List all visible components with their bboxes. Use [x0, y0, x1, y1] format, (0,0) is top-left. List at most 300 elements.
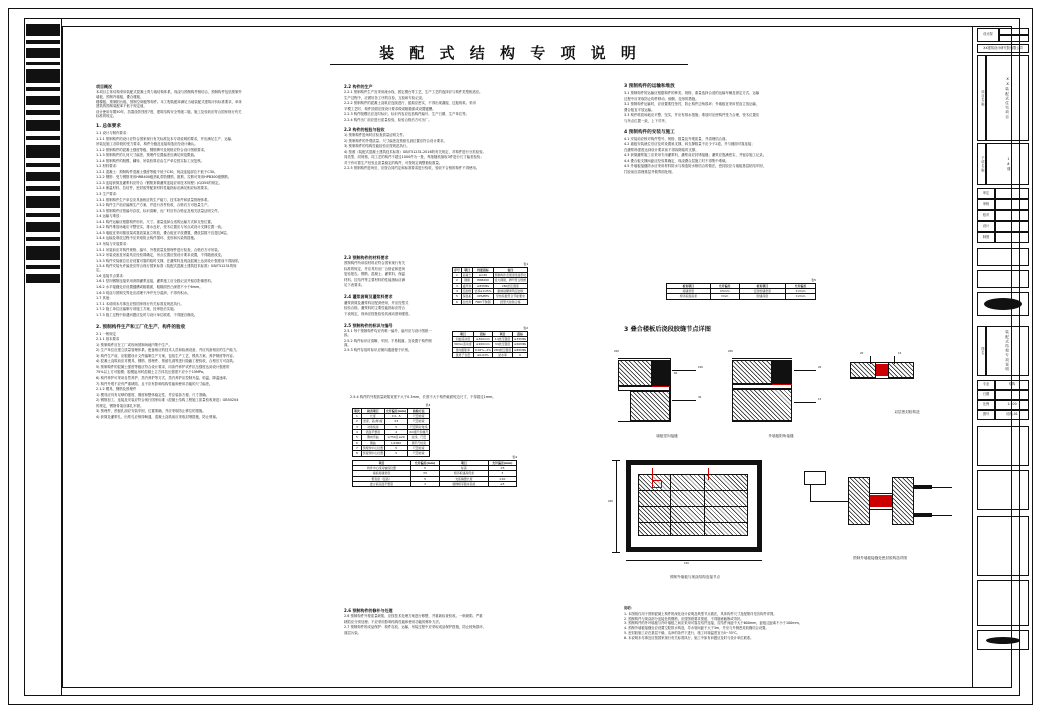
cell: 垂直度（层高） — [353, 476, 411, 481]
page-title: 装 配 式 结 构 专 项 说 明 — [379, 44, 641, 62]
cell: 调平尺检查 — [408, 440, 430, 445]
clause: 1.3.2 构件生产前应编制生产方案，并进行首件验收，合格后方可批量生产。 — [96, 203, 211, 208]
clause: 1.2 材料要求： — [96, 164, 120, 169]
clause: 2.1.2 模具、钢筋及预埋件 — [96, 387, 137, 392]
clause: 1.3 生产要求： — [96, 192, 120, 197]
cell: 尺量检查 — [408, 451, 430, 456]
table-row — [353, 481, 517, 486]
clause: 5) 预制构件的混凝土强度等级应符合设计要求，同条件养护试件抗压强度达到设计强度的 — [96, 364, 230, 369]
clause: 1.2.1 混凝土：预制构件混凝土强度等级不低于C30，现浇连接部位不低于C30。 — [96, 169, 218, 174]
clause: 1.6.2 水平接缝处应设置键槽或粗糙面，粗糙面凹凸深度不小于6mm。 — [96, 285, 203, 290]
cell: ≥85MPa — [473, 283, 493, 288]
clause: 吊装及施工各阶段的受力要求，构件分缝及连接构造应经设计确认。 — [96, 142, 198, 147]
cell: 3d抗压强度 — [493, 342, 513, 347]
cell: 密封胶 — [462, 288, 472, 293]
section-heading-1: 1. 总体要求 — [96, 123, 121, 129]
dim-label: 20 — [860, 352, 864, 355]
clause: 6) 构件养护可采用自然养护、蒸汽养护等方式，蒸汽养护应控制升温、恒温、降温速率。 — [96, 376, 230, 381]
tb-logo: 设计院 — [977, 28, 999, 42]
paragraph: 下表规定，现场应按批检验其流动度和强度。 — [344, 311, 412, 316]
clause: 1) 预制构件应在工厂或现场预制场地内集中生产。 — [96, 342, 172, 347]
table-row — [453, 299, 528, 304]
section-heading: 2.2 构件的生产 — [344, 84, 373, 89]
col-header: 检查项目 — [361, 408, 384, 413]
tb-spec-value: 结构 — [995, 380, 1029, 390]
margin-tick-column — [24, 18, 62, 696]
cell: 3 — [488, 471, 516, 476]
detail-title-5: 预制外墙板接缝处密封胶构造详图 — [853, 556, 907, 560]
clause: 2.5.3 构件存放时标识应朝向通道便于识别。 — [344, 348, 412, 353]
dim-label: 60 — [674, 372, 678, 375]
cell: ≤0.03% — [473, 352, 492, 357]
clause: 2.2.2 预制构件的混凝土浇筑应连续进行，振捣应密实，不得出现漏振、过振现象。采用 — [344, 101, 476, 106]
col-header: 序号 — [454, 267, 460, 272]
tb-project-label: 项目名称 — [977, 55, 986, 141]
clause: 1.7.1 本说明未尽事宜应按国家现行有关标准及规范执行。 — [96, 301, 184, 306]
clause: 1.2.3 连接套筒及灌浆料应符合《钢筋套筒灌浆连接应用技术规程》JGJ355的规定。 — [96, 180, 222, 185]
cell: 预埋件中心位置 — [362, 446, 384, 451]
cell: 5 — [385, 424, 408, 429]
cell: HRB400 — [473, 278, 493, 283]
tb-drawing-label: 图名 — [977, 326, 986, 376]
tb-drawing-value: 装配式结构专项说明 — [986, 326, 1029, 376]
col-header: 允许偏差 — [785, 283, 815, 288]
title-underline — [330, 64, 688, 65]
col-header: 检查项目 — [667, 283, 711, 288]
clause: 2.2.5 预制构件进场后，应按合同约定和标准要求进行验收，验收不合格的构件不得使用。 — [344, 166, 480, 171]
cell: 宽度、高(厚)度 — [363, 419, 383, 424]
cell: 5 — [385, 446, 408, 451]
col-header: 检验方法 — [408, 408, 430, 413]
clause: 1.1.4 预制构件的脱模、翻转、吊装验算应由生产单位按实际工况复核。 — [96, 158, 205, 163]
cell: ≥C30 — [473, 272, 493, 277]
tb-subitem-label: 子项名称 — [977, 143, 986, 185]
table-row — [453, 347, 528, 352]
tb-subitem-value: 1#楼 — [986, 143, 1029, 185]
paragraph: 材料、拉结件等主要材料的性能指标应满 — [344, 277, 406, 282]
clause: 过程中应采取防止构件移动、倾倒、变形的措施。 — [624, 96, 699, 101]
clause: 1.4 运输与堆放： — [96, 214, 123, 219]
clause: 2.5.4 构件的外观质量缺陷宽度不大于0.3mm，长度不大于构件截面短边尺寸，不得超过1mm。 — [350, 395, 496, 399]
cell: 尺量检查 — [408, 446, 430, 451]
tb-row-label: 制图 — [977, 232, 995, 243]
overview-line: 设计使用年限50年，抗震设防烈度7度，建筑结构安全等级二级。施工及验收应符合国家现行有关标准的规定。 — [96, 109, 242, 119]
clause: 1.5.4 构件安装允许偏差应符合现行国家标准《装配式混凝土建筑技术标准》GB/T51231的规定。 — [96, 264, 237, 273]
overview-line: 本项目主体结构采用装配式混凝土剪力墙结构体系，现浇与预制构件相结合，预制构件包括预制外墙板、预制内墙板、叠合楼板、 — [96, 90, 242, 99]
clause: 1.1 设计与制作要求： — [96, 131, 130, 136]
cell: 氯离子含量 — [453, 352, 474, 357]
tb-row-value[interactable] — [995, 232, 1029, 243]
clause: 1.5.2 吊装设备及吊索具应经验算确定，吊点位置应按设计要求设置，不得随意改变。 — [96, 253, 225, 258]
detail-title-3: 双层密封胶构造 — [894, 410, 920, 414]
note-line: 3. 预制构件的外叶墙板与内叶墙板之间应采用可靠拉结件连接，拉结件间距不大于600mm，距板边距离不小于100mm。 — [624, 621, 802, 626]
cell: 翘曲 — [361, 440, 384, 445]
cell: 7 — [353, 446, 362, 451]
cell: ≥260mm — [473, 342, 492, 347]
tb-row-label: 审定 — [977, 188, 995, 199]
cell: 4 — [385, 429, 408, 434]
clause: 3) 预埋件、预留孔洞应安装牢固，位置准确，并应采取防止移位的措施。 — [96, 409, 206, 414]
clause: 平模工艺时，构件顶面应按设计要求做成粗糙面或设置键槽。 — [344, 106, 436, 111]
cell: 受力钢筋，牌号符合图纸 — [494, 278, 527, 283]
cell: 28d抗压强度 — [493, 283, 528, 288]
table-row — [453, 352, 528, 357]
cell: 2 — [353, 419, 362, 424]
notes-title: 说明： — [624, 606, 634, 610]
dim-label: 200 — [608, 500, 613, 503]
clause: 1.1.3 预制构件的几何尺寸偏差、预埋件位置偏差应满足规范限值。 — [96, 153, 198, 158]
dim-label: 15 — [898, 352, 902, 355]
clause: 2.6 预制构件外观质量缺陷，应按技术处理方案进行修整，并重新检查验收。一般缺陷、严重 — [344, 614, 483, 619]
note-line: 6. 本说明未尽事宜应按国家现行有关标准执行，施工中如有问题应及时与设计单位联系。 — [624, 635, 754, 640]
dim-label: 200 — [728, 350, 733, 353]
section-heading: 2.5 预制构件的标识与编号 — [344, 322, 393, 328]
cell: 拉结件 — [462, 299, 472, 304]
col-header: 项目 — [440, 460, 489, 465]
cell: ±3 — [385, 419, 408, 424]
table-row — [453, 288, 528, 293]
cell: ±5mm — [710, 288, 739, 293]
dim-label: 15 — [818, 398, 822, 401]
cell: 尺量两对角线 — [408, 424, 430, 429]
detail-title-4: 预制外墙板与现浇结构连接节点 — [669, 575, 721, 579]
dim-label: 100 — [684, 562, 689, 565]
clause: 4) 混凝土浇筑前应对模具、钢筋、预埋件、预留孔洞等进行隐蔽工程验收，合格后方可浇筑。 — [96, 359, 237, 364]
clause: 1.4.1 构件运输应根据构件形状、尺寸、重量选择合适的运输方式和支垫位置。 — [96, 219, 215, 224]
cell: 30min流动度 — [454, 342, 472, 347]
section-heading-3: 3 预制构件的运输和堆放 — [624, 84, 675, 89]
cell: 钢筋 — [461, 278, 473, 283]
cell: 0 — [513, 352, 528, 357]
cell: 支座搁置长度 — [440, 476, 489, 481]
clause: 1.6 连接节点要求： — [96, 273, 127, 278]
tb-row-value[interactable] — [995, 188, 1029, 199]
clause: 打胶前应清理基层并做界面处理。 — [624, 169, 675, 174]
cell: 6 — [353, 440, 362, 445]
tb-row-label: 审核 — [977, 199, 995, 210]
cell: 相邻板面高差 — [667, 294, 711, 299]
detail-wall-plan — [608, 450, 778, 570]
section-heading-4: 4 预制构件的安装与施工 — [624, 129, 675, 135]
cell: 5 — [410, 465, 439, 470]
cell: 1d抗压强度 — [493, 336, 513, 341]
cell: ≥300mm — [473, 336, 492, 341]
clause: 4.5 外墙板接缝防水应采用材料防水与构造防水相结合的做法，密封胶应与墙板基层粘结牢固， — [624, 164, 767, 169]
cell: 表面平整度 — [361, 429, 384, 434]
clause: 4.2 墙板安装就位后应及时设置斜支撑，斜支撑数量不应少于2道，并与楼面可靠连接； — [624, 142, 755, 147]
clause: 4.3 套筒灌浆施工应采用专用灌浆料，灌浆前应封堵接缝；灌浆应饱满密实，并留存施工记录。 — [624, 153, 767, 158]
col-header: 指标 — [473, 331, 492, 336]
clause: 3) 预制构件的结构性能检验应按规范执行。 — [344, 144, 410, 149]
cell: 3 — [453, 283, 462, 288]
clause: 3.2 预制构件运输时，应设置柔性垫衬，防止构件边角损坏；外墙板宜采用竖直立放运输， — [624, 102, 760, 107]
tb-row-value[interactable] — [995, 199, 1029, 210]
tb-row-value[interactable] — [995, 221, 1029, 232]
tb-blank-2 — [977, 270, 1029, 288]
tb-row-label: 校对 — [977, 210, 995, 221]
clause: 1) 预制构件进场时应检查质量证明文件。 — [344, 133, 407, 138]
tb-blank-6 — [977, 580, 1029, 626]
cell: 1 — [353, 413, 362, 418]
cell: 尺量检查 — [408, 413, 430, 418]
tb-date-value[interactable] — [995, 390, 1029, 400]
cell: ±5 — [410, 471, 439, 476]
tb-scale-label: 比例 — [977, 400, 995, 410]
tb-company: XX建筑设计研究院有限公司 — [977, 44, 1029, 53]
cell: 8 — [353, 451, 362, 456]
note-line: 1. 本图纸仅用于预制混凝土构件的深化设计说明及典型节点做法，具体构件尺寸及配筋详见各构件详图。 — [624, 611, 777, 616]
col-header: 指标 — [513, 331, 528, 336]
col-header: 允许偏差 — [710, 283, 739, 288]
cell: 侧向弯曲 — [361, 435, 384, 440]
cell: 对角线差 — [361, 424, 384, 429]
tb-project-value: XX装配式住宅项目 — [986, 55, 1029, 141]
cell: 构件中心线对轴线位置 — [353, 465, 411, 470]
clause: 叠合板宜平放运输。 — [624, 107, 655, 112]
cell: 0.02%~2% — [474, 347, 492, 352]
clause: 4) 按照《装配式混凝土建筑技术标准》GB/T51231-2016的有关规定，对构件进行分类检验。 — [344, 149, 486, 154]
dim-label: 100 — [698, 366, 703, 369]
tb-blank-4 — [977, 470, 1029, 510]
cell: 胶缝深度 — [739, 294, 785, 299]
cell: 预留洞中心位置 — [362, 451, 384, 456]
right-text-column — [624, 84, 856, 175]
cell: 叠合板底面平整度 — [353, 481, 411, 486]
clause-2-5-4 — [350, 395, 530, 401]
cell: 尺量检查 — [408, 419, 430, 424]
clause: 面层污染。 — [344, 630, 361, 635]
col-header: 检查项目 — [739, 283, 785, 288]
clause: 与吊点位置一致，上下对齐。 — [624, 118, 669, 123]
tb-blank-7 — [977, 630, 1029, 650]
clause: 缺陷应分别处理；不应采用影响结构性能和使用功能的修补方法。 — [344, 619, 443, 624]
tb-top-2 — [999, 35, 1029, 42]
cell: 泌水率 — [493, 352, 513, 357]
table-row — [667, 294, 816, 299]
cell: 灌浆料 — [462, 283, 472, 288]
clause: 2.7 预制构件的成品保护：构件存放、运输、吊装过程中应采取成品保护措施，防止棱角损坏、 — [344, 625, 487, 630]
table-caption: 表1 — [523, 262, 529, 266]
clause: 2.2.1 预制构件生产宜采用流水线、固定模台等工艺，生产工艺的选择应与构件类型相适应。 — [344, 90, 483, 95]
tb-top-1 — [999, 28, 1029, 35]
clause: 1.4.2 构件堆放场地应平整坚实，排水良好，垫木位置应与吊点或设计支撑位置一致。 — [96, 225, 225, 230]
clause: 同类型、同规格、同工艺的构件不超过1000件为一批，每批随机抽取3件进行尺寸偏差检验； — [344, 155, 484, 160]
cell: 拉线、尺量 — [408, 435, 430, 440]
clause: 2.5.2 构件标识应清晰、牢固、不易脱落，宜设置于构件侧面。 — [344, 338, 432, 347]
col-header: 项目 — [493, 331, 513, 336]
clause: 1.6.3 现浇与预制交界处应清理干净并充分湿润，不得有积水。 — [96, 290, 191, 295]
clause: 1.6.1 竖向钢筋连接采用套筒灌浆连接，灌浆施工应全数记录并留存影像资料。 — [96, 279, 215, 284]
section-heading-2: 2. 预制构件生产和工厂化生产、构件的验收 — [96, 324, 186, 330]
cell: 导热系数符合节能要求 — [493, 294, 528, 299]
detail-section-title: 3 叠合楼板后浇段胶缝节点详图 — [624, 326, 711, 333]
note-line: 5. 密封胶施工应在基层干燥、洁净的条件下进行，施工环境温度宜为5~35℃。 — [624, 630, 740, 635]
table-seam-tolerance — [666, 278, 816, 300]
cell: 5 — [453, 294, 462, 299]
cell: 6 — [453, 299, 462, 304]
cell: 长度 — [361, 413, 384, 418]
clause: 1.3.3 预制构件应按编号存放，标识清晰，出厂时应有合格证及相关质量证明文件。 — [96, 208, 221, 213]
clause: 1.4.4 运输及堆放过程中应采取防止构件损坏、变形和污染的措施。 — [96, 236, 198, 241]
cell: 5 — [353, 435, 362, 440]
paragraph: 复验报告。钢筋、混凝土、灌浆料、保温 — [344, 272, 406, 277]
cell: 预制构件及现浇连接部位 — [494, 272, 527, 277]
note-line: 2. 预制构件与现浇部分连接处的钢筋，应按图纸要求预留，不得随意截断或弯折。 — [624, 616, 744, 621]
cell: 位移≥±25% — [474, 288, 492, 293]
tb-no-label: 图号 — [977, 410, 995, 420]
paragraph: 标准的规定，并应具有出厂合格证和进场 — [344, 266, 406, 271]
cell: 28d抗压强度 — [494, 347, 512, 352]
clause: 4.1 安装前应核对构件型号、规格、数量及外观质量，并清理结合面。 — [624, 136, 729, 141]
detail-wall-corner-joint — [726, 350, 836, 430]
cell: 2m靠尺和塞尺 — [409, 429, 429, 434]
cell: FRP/不锈钢 — [473, 299, 493, 304]
col-header: 项目 — [461, 267, 473, 272]
cell: 5 — [385, 451, 408, 456]
clause: 1.7.2 施工单位应编制专项施工方案，经审批后实施。 — [96, 307, 177, 312]
cell: ±2mm — [785, 288, 815, 293]
section-heading: 2.3 预制构件的材料要求 — [344, 255, 389, 260]
clause: 的规定，钢筋骨架应绑扎牢固。 — [96, 403, 144, 408]
cell: 3 — [410, 481, 439, 486]
cell: 竖向膨胀率 — [453, 347, 474, 352]
clause: 生产过程中，应做好各工序的自检、互检和专检记录。 — [344, 95, 426, 100]
table-caption: 表2 — [523, 326, 529, 330]
clause: 2.2.3 构件脱模后应及时标识，标识内容应包括构件编号、生产日期、生产单位等。 — [344, 112, 469, 117]
clause: 1.3.1 预制构件生产单位应具备相应的生产能力、技术条件和质量管理体系。 — [96, 197, 211, 202]
tb-blank-3 — [977, 426, 1029, 466]
table-caption: 表5 — [811, 278, 816, 282]
clause: 3) 构件生产前，应根据设计文件编制生产方案，包括生产工艺、模具方案、养护制度等内容。 — [96, 353, 237, 358]
left-text-column — [96, 84, 242, 420]
clause: 3.1 预制构件的运输应根据构件的种类、规格、重量选择合适的运输车辆及固定方式，运输 — [624, 91, 760, 96]
paragraph: 预制构件所用原材料应符合国家现行有关 — [344, 261, 406, 266]
tb-row-label: 设计 — [977, 221, 995, 232]
clause: 3.3 构件堆放场地应平整、坚实，并应有排水措施；堆放时应使构件受力合理，垫木位置应 — [624, 113, 760, 118]
clause: 2) 预制构件的外观质量、尺寸偏差及预留孔洞位置应符合设计要求。 — [344, 138, 447, 143]
tb-row-value[interactable] — [995, 210, 1029, 221]
col-header: 允许偏差(mm) — [386, 408, 407, 413]
clause: 1.1.2 预制构件的混凝土强度等级、钢筋牌号及规格应符合设计图纸要求。 — [96, 147, 208, 152]
clause: 2.1 一般规定 — [96, 331, 117, 336]
paragraph: 检验合格。灌浆料的主要性能指标应符合 — [344, 306, 406, 311]
material-requirements-block — [344, 255, 434, 354]
clause: 1.5.1 吊装前应对构件规格、编号、外观质量及预埋件进行检查，合格后方可吊装。 — [96, 247, 221, 252]
section-heading: 2.3 构件的检验与验收 — [344, 126, 385, 132]
overview-heading: 项目概况 — [96, 84, 112, 89]
general-notes — [624, 606, 954, 640]
clause: 2.2.4 构件出厂前应进行质量检验，检验合格后方可出厂。 — [344, 118, 432, 123]
clause: 2.5.1 每个预制构件均应有唯一编号，编号应与设计图纸一致。 — [344, 328, 432, 338]
section-heading: 2.6 预制构件的修补与处理 — [344, 608, 393, 613]
col-header: 备注 — [493, 267, 528, 272]
clause: 1.2.4 保温材料、拉结件、密封胶等配套材料性能指标应满足相应标准要求。 — [96, 186, 211, 191]
cell: 混凝土 — [462, 272, 472, 277]
col-header: 允许偏差(mm) — [410, 460, 439, 465]
detail-sealant-construction — [800, 455, 960, 550]
cell: 密封胶缝宽度 — [739, 288, 785, 293]
detail-double-sealant — [850, 352, 970, 408]
table-grout — [452, 326, 528, 358]
col-header: 允许偏差(mm) — [488, 460, 516, 465]
clause: 1.5 吊装与安装要求： — [96, 241, 130, 246]
table-tolerance-install — [352, 455, 517, 487]
clause: 1.4.3 墙板宜采用插放架或靠放架直立堆放，叠合板宜平放叠置，叠放层数不宜超过6层。 — [96, 230, 230, 235]
table-caption: 表4 — [512, 455, 517, 459]
cell: ≥85MPa — [514, 347, 527, 352]
cell: XPS/EPS — [473, 294, 493, 299]
title-block — [972, 26, 1032, 688]
clause: 2) 钢筋加工、连接及安装应符合现行国家标准《混凝土结构工程施工质量验收规范》GB50204 — [96, 398, 239, 403]
tb-blank-5 — [977, 516, 1029, 576]
cell: ≤5 — [488, 481, 516, 486]
col-header: 项目 — [453, 331, 474, 336]
clause: 75%以上方可脱模；脱模起吊时混凝土立方体抗压强度不应小于15MPa。 — [96, 370, 207, 375]
cell: ≥60MPa — [514, 342, 527, 347]
col-header: 项次 — [354, 408, 360, 413]
tb-seal — [977, 292, 1029, 316]
clause: 7) 构件外观不应有严重缺陷，且不应有影响结构性能和使用功能的尺寸偏差。 — [96, 381, 213, 386]
middle-text-column — [344, 84, 520, 172]
cell: 1 — [453, 272, 462, 277]
cell: ±5 — [488, 465, 516, 470]
cell: 3 — [353, 424, 362, 429]
detail-wall-vertical-joint — [612, 350, 722, 430]
cell: 2 — [453, 278, 462, 283]
dim-label: 30 — [698, 396, 702, 399]
paragraph: 灌浆套筒及灌浆料应配套使用，并应经型式 — [344, 300, 409, 305]
clause: 1.7 其他： — [96, 296, 113, 301]
cell: 4 — [453, 288, 462, 293]
table-materials — [452, 262, 528, 305]
clause: 1) 模具应具有足够的强度、刚度和整体稳定性，并应装拆方便、尺寸准确。 — [96, 392, 210, 397]
cell: 接缝宽度 — [667, 288, 711, 293]
tb-date-label: 日期 — [977, 390, 995, 400]
detail-title-2: 外墙板阳角接缝 — [768, 434, 794, 438]
clause: 2.1.1 基本要求 — [96, 337, 120, 342]
clause: 在灌浆料强度达到设计要求前不得拆除临时支撑。 — [624, 147, 699, 152]
clause: 1.5.3 构件安装就位后应设置可靠的临时支撑，在灌浆料及现浇混凝土达到设计强度前不得拆除。 — [96, 258, 242, 263]
cell: 5 — [410, 476, 439, 481]
dim-label: 20 — [818, 366, 822, 369]
tb-no-value: 结施-01 — [995, 410, 1029, 420]
cell: L/1000 — [385, 440, 408, 445]
tb-blank-1 — [977, 248, 1029, 266]
col-header: 项目 — [353, 460, 411, 465]
clause: 4.4 叠合板支撑间距应经验算确定，现浇叠合层施工时不得集中堆载。 — [624, 158, 729, 163]
tb-scale-value: 1:100 — [995, 400, 1029, 410]
clause: 对于有可靠生产经验且质量稳定的构件，可按规定调整抽检数量。 — [344, 160, 443, 165]
cell: ±4, -5 — [385, 413, 408, 418]
cell: ≥35MPa — [514, 336, 527, 341]
cell: 4 — [353, 429, 362, 434]
cell: 保温板 — [462, 294, 472, 299]
table-caption: 表3 — [425, 403, 431, 407]
cell: ±10 — [488, 476, 516, 481]
cell: 标高 — [440, 465, 489, 470]
col-header: 性能指标 — [473, 267, 493, 272]
cell: L/750且≤20 — [385, 435, 408, 440]
overview-line: 楼梯板、预制阳台板、预制空调板等构件。本工程装配率满足当地装配式建筑评价标准要求，单体建筑的预制装配率不低于规定值， — [96, 100, 242, 109]
tb-spec-label: 专业 — [977, 380, 995, 390]
cell: 楼梯相邻踏步高差 — [440, 481, 489, 486]
cell: 相邻板缝高低差 — [440, 471, 489, 476]
clause: 1.2.2 钢筋：受力钢筋采用HRB400级热轧带肋钢筋，箍筋、拉筋可采用HPB300级钢筋。 — [96, 175, 232, 180]
dim-label: 200 — [614, 350, 619, 353]
clause: 1.7.3 施工过程中如遇问题应及时与设计单位联系，不得擅自修改。 — [96, 312, 198, 317]
clause: 1.1.1 预制构件的设计应符合国家现行有关标准及本专项说明的要求，并应满足生产、运输、 — [96, 136, 235, 141]
table-tolerance-production — [352, 403, 430, 457]
